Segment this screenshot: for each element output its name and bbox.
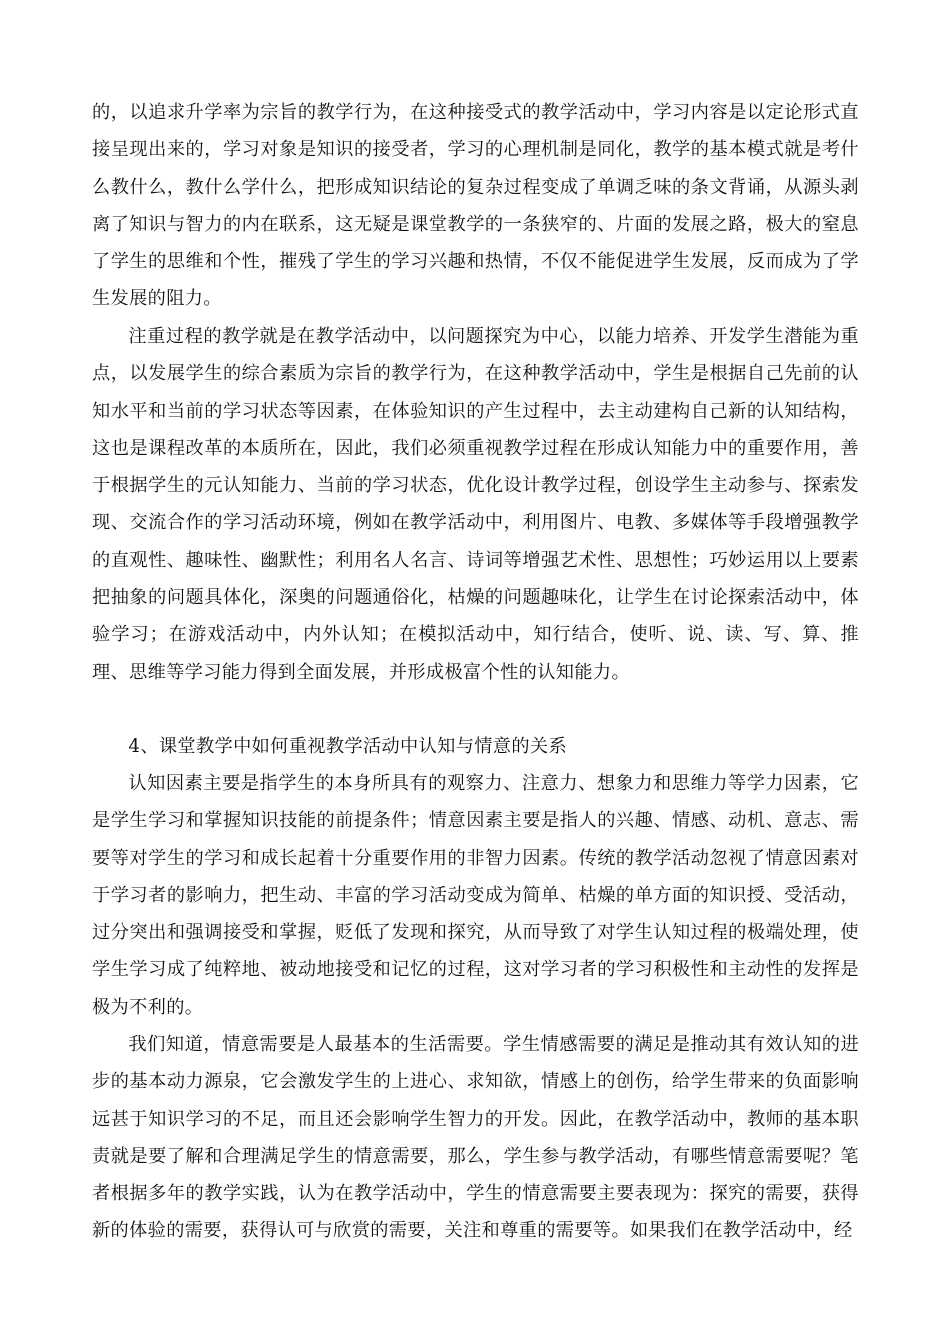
paragraph-emotional-needs: 我们知道，情意需要是人最基本的生活需要。学生情感需要的满足是推动其有效认知的进步的基本动力源泉，它会激发学生的上进心、求知欲，情感上的创伤，给学生带来的负面影响远甚于知识学习的不足，而且还会影响学生智力的开发。因此，在教学活动中，教师的基本职责就是要了解和合理满足学生的情意需要，那么，学生参与教学活动，有哪些情意需要呢？笔者根据多年的教学实践，认为在教学活动中，学生的情意需要主要表现为：探究的需要，获得新的体验的需要，获得认可与欣赏的需要，关注和尊重的需要等。如果我们在教学活动中，经	[92, 1034, 859, 1242]
section-heading: 4、课堂教学中如何重视教学活动中认知与情意的关系	[128, 736, 568, 757]
paragraph-process-teaching: 注重过程的教学就是在教学活动中，以问题探究为中心，以能力培养、开发学生潜能为重点，以发展学生的综合素质为宗旨的教学行为，在这种教学活动中，学生是根据自己先前的认知水平和当前的学习状态等因素，在体验知识的产生过程中，去主动建构自己新的认知结构，这也是课程改革的本质所在，因此，我们必须重视教学过程在形成认知能力中的重要作用，善于根据学生的元认知能力、当前的学习状态，优化设计教学过程，创设学生主动参与、探索发现、交流合作的学习活动环境，例如在教学活动中，利用图片、电教、多媒体等手段增强教学的直观性、趣味性、幽默性；利用名人名言、诗词等增强艺术性、思想性；巧妙运用以上要素把抽象的问题具体化，深奥的问题通俗化，枯燥的问题趣味化，让学生在讨论探索活动中，体验学习；在游戏活动中，内外认知；在模拟活动中，知行结合，使听、说、读、写、算、推理、思维等学习能力得到全面发展，并形成极富个性的认知能力。	[92, 326, 859, 683]
paragraph-cognitive-factors: 认知因素主要是指学生的本身所具有的观察力、注意力、想象力和思维力等学力因素，它是学生学习和掌握知识技能的前提条件；情意因素主要是指人的兴趣、情感、动机、意志、需要等对学生的学习和成长起着十分重要作用的非智力因素。传统的教学活动忽视了情意因素对于学习者的影响力，把生动、丰富的学习活动变成为简单、枯燥的单方面的知识授、受活动，过分突出和强调接受和掌握，贬低了发现和探究，从而导致了对学生认知过程的极端处理，使学生学习成了纯粹地、被动地接受和记忆的过程，这对学习者的学习积极性和主动性的发挥是极为不利的。	[92, 773, 859, 1018]
paragraph-continuation: 的，以追求升学率为宗旨的教学行为，在这种接受式的教学活动中，学习内容是以定论形式直接呈现出来的，学习对象是知识的接受者，学习的心理机制是同化，教学的基本模式就是考什么教什么，教什么学什么，把形成知识结论的复杂过程变成了单调乏味的条文背诵，从源头剥离了知识与智力的内在联系，这无疑是课堂教学的一条狭窄的、片面的发展之路，极大的窒息了学生的思维和个性，摧残了学生的学习兴趣和热情，不仅不能促进学生发展，反而成为了学生发展的阻力。	[92, 102, 859, 310]
